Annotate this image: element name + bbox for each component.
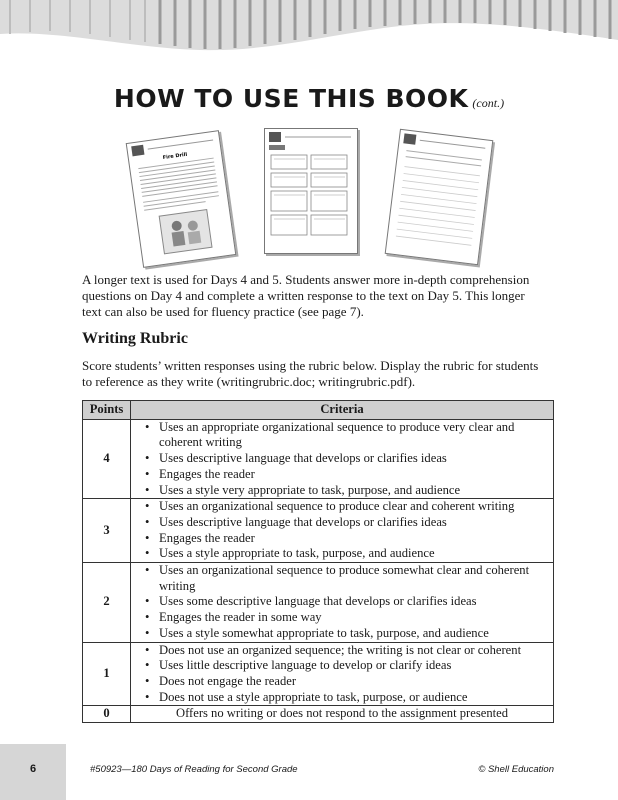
criteria-item: • Uses a style very appropriate to task, purpose, and audience <box>159 483 549 499</box>
table-row <box>83 419 554 499</box>
criteria-item: • Does not use a style appropriate to task, purpose, or audience <box>159 690 549 706</box>
criteria-cell: Offers no writing or does not respond to the assignment presented <box>131 706 554 723</box>
criteria-cell <box>131 642 554 706</box>
column-header-points: Points <box>83 401 131 420</box>
page-title-suffix: (cont.) <box>472 96 505 110</box>
criteria-item: • Uses an organizational sequence to produce clear and coherent writing <box>159 499 549 515</box>
criteria-item: • Uses descriptive language that develops or clarifies ideas <box>159 451 549 467</box>
criteria-item: • Uses little descriptive language to develop or clarify ideas <box>159 658 549 674</box>
points-cell: 4 <box>83 419 131 499</box>
criteria-item: • Engages the reader <box>159 467 549 483</box>
table-header-row <box>83 401 554 420</box>
thumbnail-story-title: Fire Drill <box>162 151 188 162</box>
page-number: 6 <box>30 763 37 775</box>
rubric-intro-paragraph: Score students’ written responses using the rubric below. Display the rubric for students to reference as they write (writingrubric.doc; writingrubric.pdf). <box>82 358 539 389</box>
criteria-item: • Does not engage the reader <box>159 674 549 690</box>
footer-publisher: © Shell Education <box>478 764 554 775</box>
criteria-cell <box>131 563 554 643</box>
points-cell: 0 <box>83 706 131 723</box>
footer-book-title: #50923—180 Days of Reading for Second Grade <box>90 764 298 775</box>
points-cell: 1 <box>83 642 131 706</box>
table-row <box>83 642 554 706</box>
points-cell: 2 <box>83 563 131 643</box>
criteria-item: • Uses some descriptive language that develops or clarifies ideas <box>159 594 549 610</box>
table-row <box>83 706 554 723</box>
criteria-item: • Uses a style somewhat appropriate to task, purpose, and audience <box>159 626 549 642</box>
sample-page-thumbnail-day5-response <box>385 129 494 266</box>
page-title-main: HOW TO USE THIS BOOK <box>113 84 469 113</box>
decorative-top-banner <box>0 0 618 62</box>
column-header-criteria: Criteria <box>131 401 554 420</box>
criteria-item: • Engages the reader in some way <box>159 610 549 626</box>
section-heading-writing-rubric: Writing Rubric <box>82 330 188 347</box>
intro-paragraph: A longer text is used for Days 4 and 5. Students answer more in-depth comprehension questions on Day 4 and complete a written response to the text on Day 5. This longer text can also be used for fluency practice (see page 7). <box>82 272 530 319</box>
criteria-cell <box>131 419 554 499</box>
criteria-item: • Uses an appropriate organizational sequence to produce very clear and coherent writing <box>159 420 549 451</box>
criteria-item: • Engages the reader <box>159 531 549 547</box>
writing-rubric-table <box>82 400 554 723</box>
criteria-cell <box>131 499 554 563</box>
table-row <box>83 499 554 563</box>
criteria-item: • Uses a style appropriate to task, purpose, and audience <box>159 546 549 562</box>
table-row <box>83 563 554 643</box>
sample-page-thumbnail-day4-text <box>126 130 237 268</box>
criteria-item: • Does not use an organized sequence; the writing is not clear or coherent <box>159 643 549 659</box>
page-title <box>0 84 618 113</box>
criteria-item: • Uses an organizational sequence to produce somewhat clear and coherent writing <box>159 563 549 594</box>
points-cell: 3 <box>83 499 131 563</box>
criteria-item: • Uses descriptive language that develops or clarifies ideas <box>159 515 549 531</box>
sample-page-thumbnail-day4-questions <box>264 128 358 254</box>
